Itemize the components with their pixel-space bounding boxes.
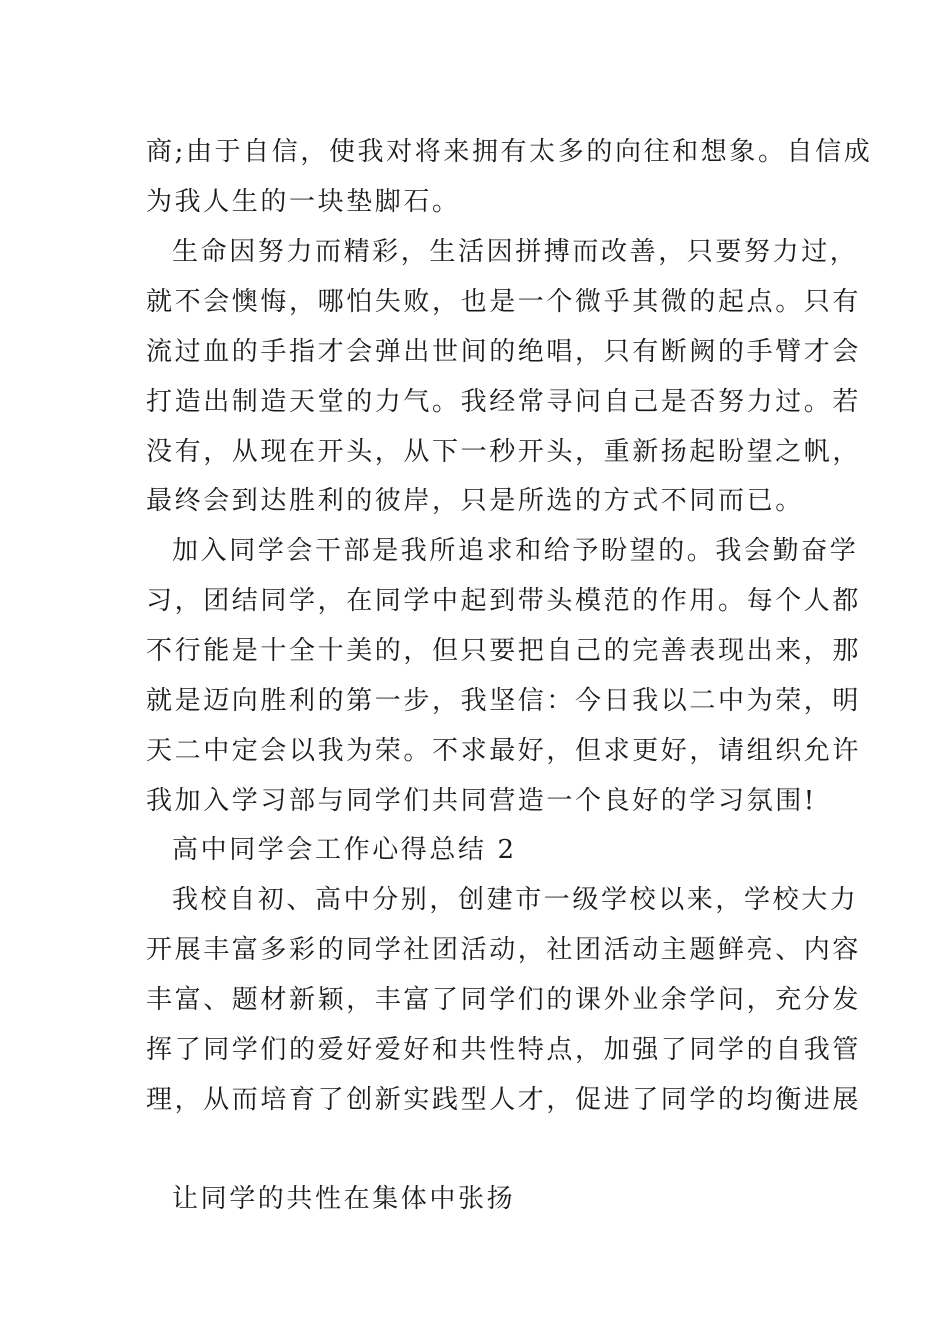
text-line: 丰富、题材新颖，丰富了同学们的课外业余学问，充分发: [146, 985, 862, 1015]
paragraph-first-line: 加入同学会干部是我所追求和给予盼望的。我会勤奋学: [172, 536, 859, 566]
text-line: 流过血的手指才会弹出世间的绝唱，只有断阙的手臂才会: [146, 337, 862, 367]
paragraph-first-line: 生命因努力而精彩，生活因拼搏而改善，只要努力过，: [172, 237, 859, 267]
section-heading: 高中同学会工作心得总结 2: [172, 835, 517, 865]
text-line: 习，团结同学，在同学中起到带头模范的作用。每个人都: [146, 586, 862, 616]
text-line: 就是迈向胜利的第一步，我坚信：今日我以二中为荣，明: [146, 686, 862, 716]
subheading: 让同学的共性在集体中张扬: [172, 1184, 516, 1214]
text-line: 挥了同学们的爱好爱好和共性特点，加强了同学的自我管: [146, 1035, 862, 1065]
text-line: 最终会到达胜利的彼岸，只是所选的方式不同而已。: [146, 486, 804, 516]
text-line: 为我人生的一块垫脚石。: [146, 187, 461, 217]
text-line: 商;由于自信，使我对将来拥有太多的向往和想象。自信成: [146, 137, 873, 167]
text-line: 理，从而培育了创新实践型人才，促进了同学的均衡进展: [146, 1085, 862, 1115]
text-line: 就不会懊悔，哪怕失败，也是一个微乎其微的起点。只有: [146, 287, 862, 317]
paragraph-first-line: 我校自初、高中分别，创建市一级学校以来，学校大力: [172, 885, 859, 915]
text-line: 开展丰富多彩的同学社团活动，社团活动主题鲜亮、内容: [146, 935, 862, 965]
text-line: 没有，从现在开头，从下一秒开头，重新扬起盼望之帆，: [146, 437, 862, 467]
text-line: 我加入学习部与同学们共同营造一个良好的学习氛围!: [146, 786, 817, 816]
text-line: 天二中定会以我为荣。不求最好，但求更好，请组织允许: [146, 736, 862, 766]
text-line: 不行能是十全十美的，但只要把自己的完善表现出来，那: [146, 636, 862, 666]
text-line: 打造出制造天堂的力气。我经常寻问自己是否努力过。若: [146, 387, 862, 417]
